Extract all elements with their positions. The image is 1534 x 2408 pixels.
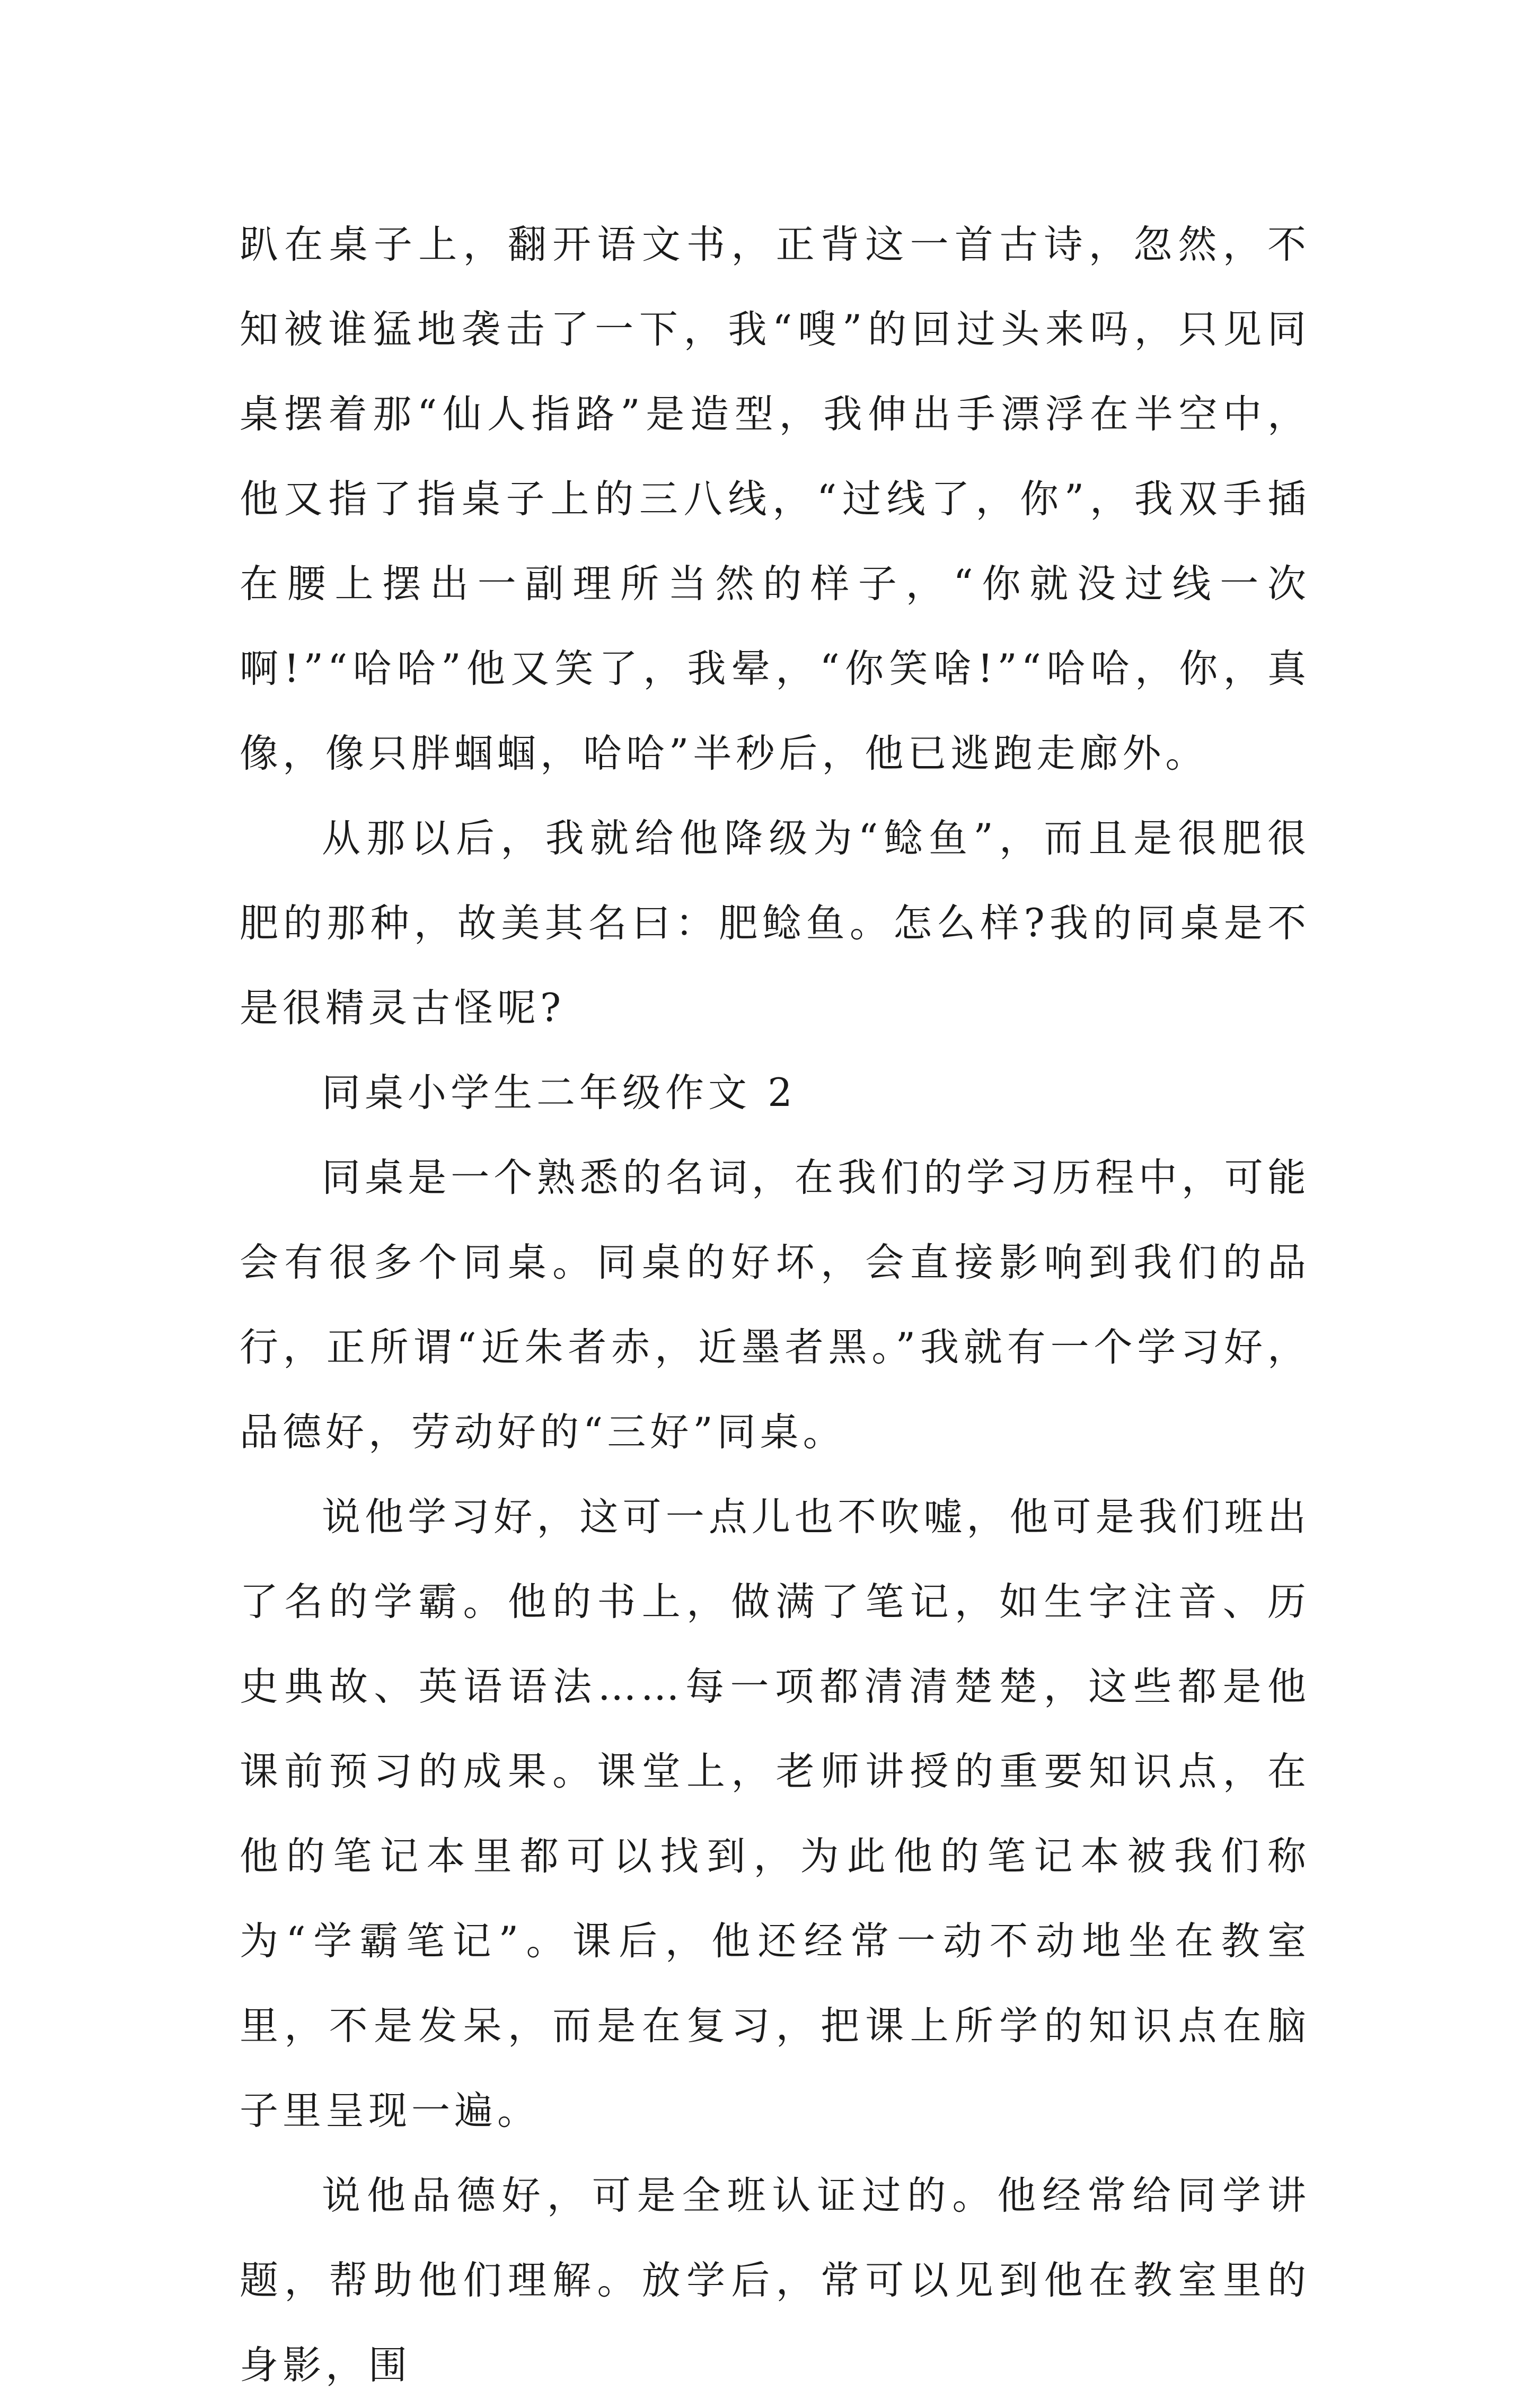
paragraph-5: 说他品德好，可是全班认证过的。他经常给同学讲题，帮助他们理解。放学后，常可以见到他在教室里的身影，围 <box>240 2173 1310 2388</box>
paragraph-4: 说他学习好，这可一点儿也不吹嘘，他可是我们班出了名的学霸。他的书上，做满了笔记，如生字注音、历史典故、英语语法……每一项都清清楚楚，这些都是他课前预习的成果。课堂上，老师讲授的重要知识点，在他的笔记本里都可以找到，为此他的笔记本被我们称为“学霸笔记”。课后，他还经常一动不动地坐在教室里，不是发呆，而是在复习，把课上所学的知识点在脑子里呈现一遍。 <box>240 1495 1310 2133</box>
document-body <box>240 203 1310 2408</box>
paragraph-2: 从那以后，我就给他降级为“鲶鱼”，而且是很肥很肥的那种，故美其名曰：肥鲶鱼。怎么样?我的同桌是不是很精灵古怪呢? <box>240 816 1310 1031</box>
paragraph-1: 趴在桌子上，翻开语文书，正背这一首古诗，忽然，不知被谁猛地袭击了一下，我“嗖”的回过头来吗，只见同桌摆着那“仙人指路”是造型，我伸出手漂浮在半空中，他又指了指桌子上的三八线，“过线了，你”，我双手插在腰上摆出一副理所当然的样子，“你就没过线一次啊!”“哈哈”他又笑了，我晕，“你笑啥!”“哈哈，你，真像，像只胖蝈蝈，哈哈”半秒后，他已逃跑走廊外。 <box>240 222 1310 776</box>
paragraph-3: 同桌是一个熟悉的名词，在我们的学习历程中，可能会有很多个同桌。同桌的好坏，会直接影响到我们的品行，正所谓“近朱者赤，近墨者黑。”我就有一个学习好，品德好，劳动好的“三好”同桌。 <box>240 1155 1310 1455</box>
section-heading: 同桌小学生二年级作文 2 <box>322 1070 797 1115</box>
